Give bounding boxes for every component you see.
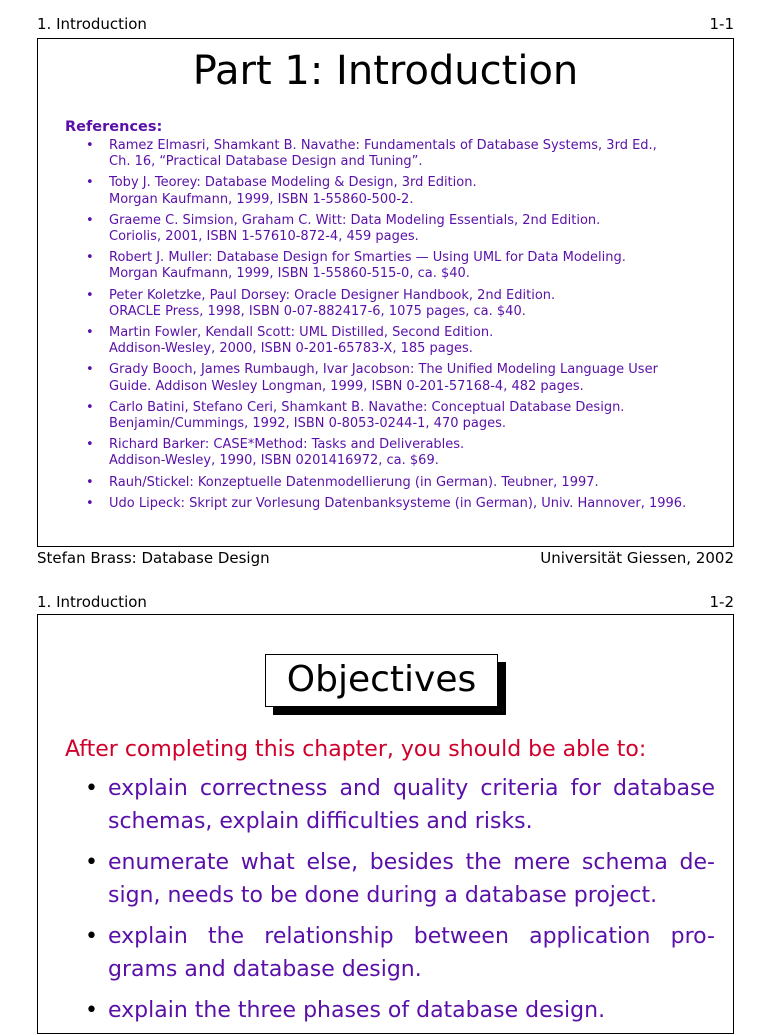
slide1-page-number: 1-1 [709,15,734,33]
objectives-title-box [265,654,498,707]
objective-item [85,994,715,1027]
slide2-page-number: 1-2 [709,593,734,611]
bullet-icon: • [86,250,94,266]
objective-text: explain correctness and quality criteria for database schemas, explain difficulties and risks. [108,776,715,834]
reference-line: Toby J. Teorey: Database Modeling & Design, 3rd Edition. [109,175,477,191]
bullet-icon: • [85,924,98,949]
reference-line: Carlo Batini, Stefano Ceri, Shamkant B. Navathe: Conceptual Database Design. [109,399,625,415]
slide2-title: Objectives [265,654,498,707]
bullet-icon: • [86,399,94,415]
reference-line: Coriolis, 2001, ISBN 1-57610-872-4, 459 pages. [109,229,419,245]
reference-line: Udo Lipeck: Skript zur Vorlesung Datenbanksysteme (in German), Univ. Hannover, 1996. [109,495,687,511]
reference-item [86,400,713,432]
objective-text: explain the three phases of database design. [108,998,606,1023]
objective-text: explain the relationship between application pro-grams and database design. [108,924,715,982]
reference-item [86,475,713,491]
reference-item [86,496,713,512]
footer-author: Stefan Brass: Database Design [37,549,270,567]
reference-line: Addison-Wesley, 1990, ISBN 0201416972, ca. $69. [109,453,439,469]
objective-text: enumerate what else, besides the mere schema de-sign, needs to be done during a database project. [108,850,715,908]
bullet-icon: • [85,776,98,801]
reference-line: Richard Barker: CASE*Method: Tasks and Deliverables. [109,437,465,453]
slide1-footer [37,549,734,567]
objectives-list [85,772,715,1035]
reference-line: Morgan Kaufmann, 1999, ISBN 1-55860-500-2. [109,191,414,207]
reference-item [86,437,713,469]
bullet-icon: • [86,287,94,303]
bullet-icon: • [86,362,94,378]
reference-item [86,325,713,357]
reference-line: Rauh/Stickel: Konzeptuelle Datenmodellierung (in German). Teubner, 1997. [109,474,599,490]
reference-line: Addison-Wesley, 2000, ISBN 0-201-65783-X, 185 pages. [109,341,473,357]
bullet-icon: • [86,474,94,490]
reference-item [86,288,713,320]
bullet-icon: • [86,175,94,191]
footer-institution: Universität Giessen, 2002 [540,549,734,567]
bullet-icon: • [85,998,98,1023]
slide1-title: Part 1: Introduction [192,48,579,94]
reference-line: Grady Booch, James Rumbaugh, Ivar Jacobson: The Unified Modeling Language User [109,362,658,378]
objective-item [85,846,715,912]
reference-line: Morgan Kaufmann, 1999, ISBN 1-55860-515-0, ca. $40. [109,266,470,282]
bullet-icon: • [85,850,98,875]
reference-line: Benjamin/Cummings, 1992, ISBN 0-8053-0244-1, 470 pages. [109,416,506,432]
reference-item [86,213,713,245]
reference-line: Graeme C. Simsion, Graham C. Witt: Data Modeling Essentials, 2nd Edition. [109,212,601,228]
reference-line: ORACLE Press, 1998, ISBN 0-07-882417-6, 1075 pages, ca. $40. [109,303,526,319]
bullet-icon: • [86,325,94,341]
slide2-section-label: 1. Introduction [37,593,147,611]
bullet-icon: • [86,495,94,511]
reference-line: Martin Fowler, Kendall Scott: UML Distilled, Second Edition. [109,325,494,341]
bullet-icon: • [86,138,94,153]
reference-item [86,362,713,394]
slide1-header [37,15,734,33]
objective-item [85,772,715,838]
reference-line: Robert J. Muller: Database Design for Smarties — Using UML for Data Modeling. [109,250,626,266]
reference-line: Peter Koletzke, Paul Dorsey: Oracle Designer Handbook, 2nd Edition. [109,287,556,303]
slide1-section-label: 1. Introduction [37,15,147,33]
references-heading: References: [65,119,163,135]
references-list [38,138,733,512]
reference-item [86,138,713,170]
bullet-icon: • [86,212,94,228]
reference-line: Ramez Elmasri, Shamkant B. Navathe: Fundamentals of Database Systems, 3rd Ed., [109,138,657,153]
reference-item [86,175,713,207]
objectives-lead: After completing this chapter, you should be able to: [65,737,647,762]
reference-line: Ch. 16, “Practical Database Design and Tuning”. [109,154,423,170]
slide2-header [37,593,734,611]
objective-item [85,920,715,986]
slide1-frame [37,38,734,547]
reference-item [86,250,713,282]
reference-line: Guide. Addison Wesley Longman, 1999, ISBN 0-201-57168-4, 482 pages. [109,378,584,394]
bullet-icon: • [86,437,94,453]
